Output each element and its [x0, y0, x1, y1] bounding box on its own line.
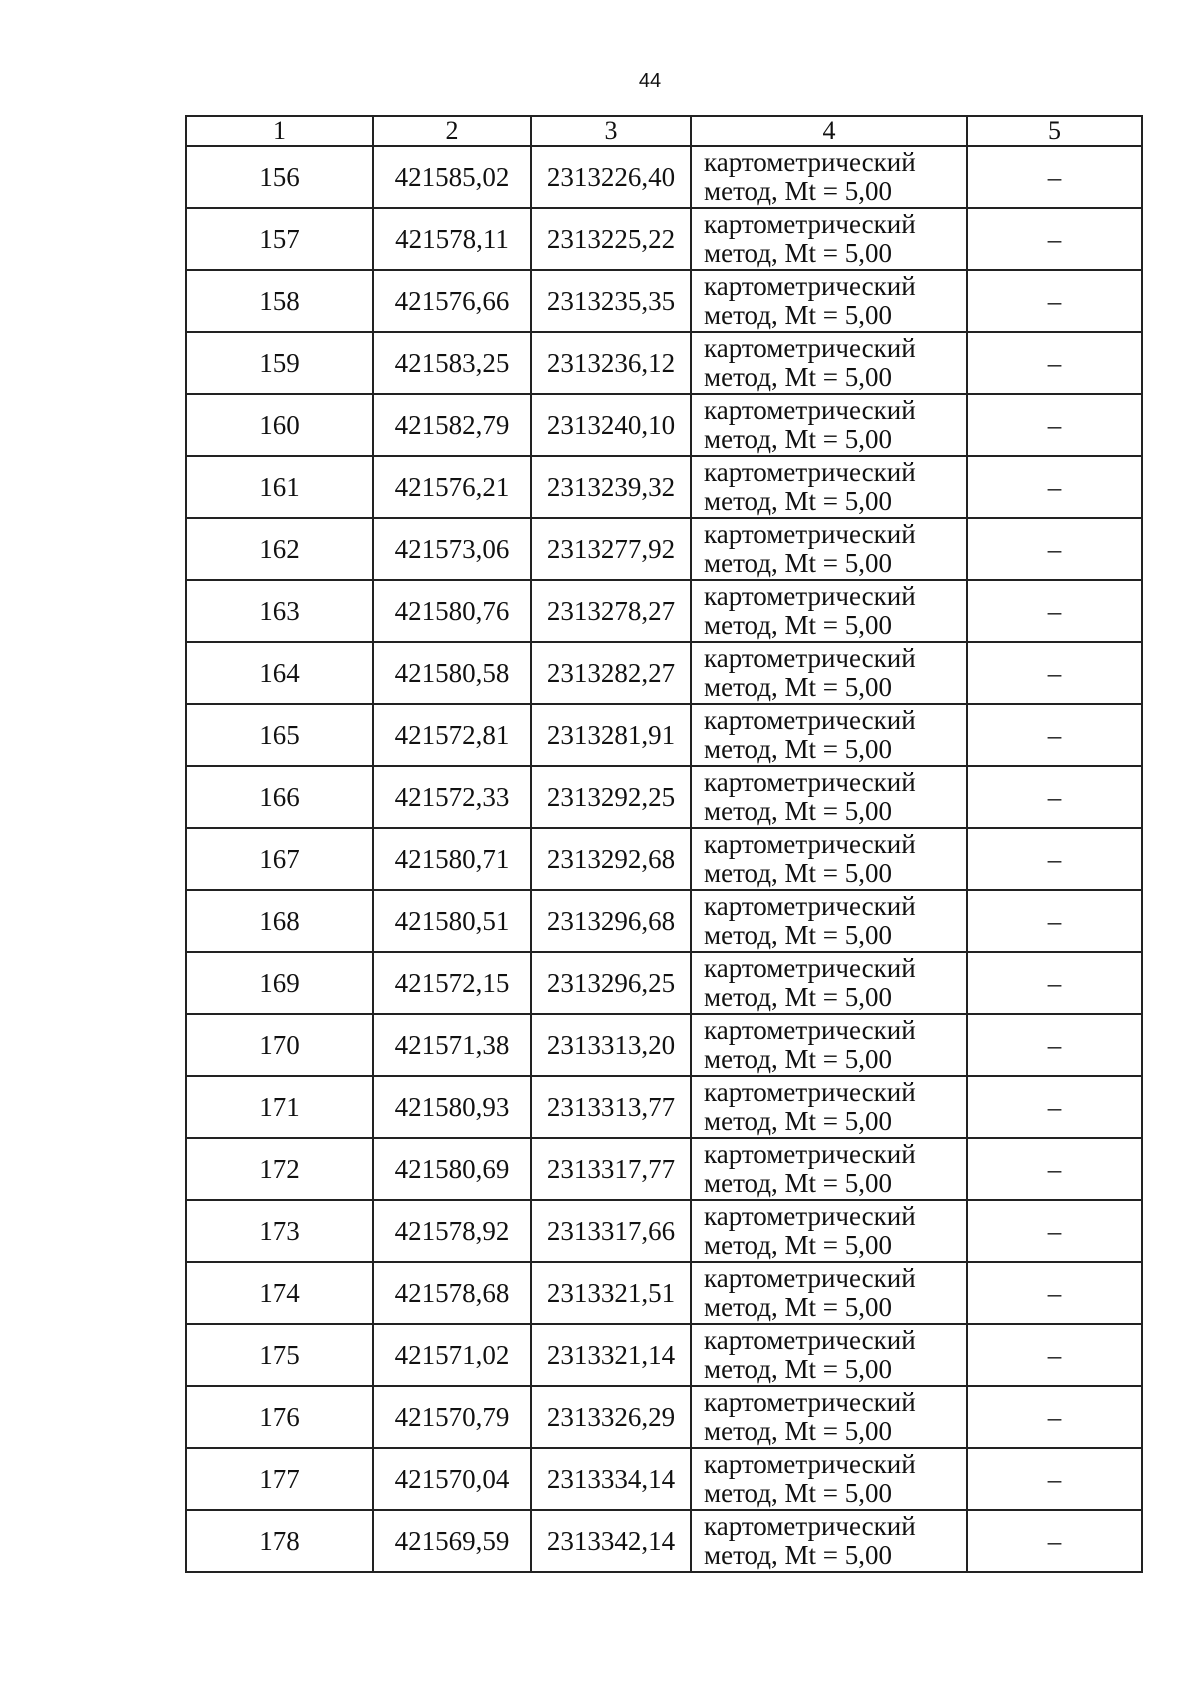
- y-coordinate-cell: 2313326,29: [531, 1386, 691, 1448]
- x-coordinate-cell: 421580,93: [373, 1076, 531, 1138]
- y-coordinate-cell: 2313277,92: [531, 518, 691, 580]
- point-number-cell: 168: [186, 890, 373, 952]
- point-number-cell: 177: [186, 1448, 373, 1510]
- method-cell: [691, 1076, 967, 1138]
- x-coordinate-cell: 421572,81: [373, 704, 531, 766]
- method-text: картометрический: [704, 581, 916, 611]
- method-text: метод, Mt = 5,00: [704, 362, 892, 392]
- method-cell: [691, 1200, 967, 1262]
- col5-cell: –: [967, 1200, 1142, 1262]
- y-coordinate-cell: 2313236,12: [531, 332, 691, 394]
- header-col-1: 1: [186, 116, 373, 146]
- method-text: картометрический: [704, 953, 916, 983]
- point-number-cell: 169: [186, 952, 373, 1014]
- y-coordinate-cell: 2313317,77: [531, 1138, 691, 1200]
- table-row: [186, 518, 1142, 580]
- y-coordinate-cell: 2313278,27: [531, 580, 691, 642]
- point-number-cell: 175: [186, 1324, 373, 1386]
- y-coordinate-cell: 2313226,40: [531, 146, 691, 208]
- method-cell: [691, 704, 967, 766]
- method-text: метод, Mt = 5,00: [704, 1540, 892, 1570]
- col5-cell: –: [967, 1510, 1142, 1572]
- x-coordinate-cell: 421578,68: [373, 1262, 531, 1324]
- y-coordinate-cell: 2313281,91: [531, 704, 691, 766]
- x-coordinate-cell: 421570,79: [373, 1386, 531, 1448]
- x-coordinate-cell: 421580,51: [373, 890, 531, 952]
- point-number-cell: 173: [186, 1200, 373, 1262]
- point-number-cell: 164: [186, 642, 373, 704]
- header-col-2: 2: [373, 116, 531, 146]
- y-coordinate-cell: 2313313,20: [531, 1014, 691, 1076]
- y-coordinate-cell: 2313296,25: [531, 952, 691, 1014]
- method-cell: [691, 580, 967, 642]
- method-cell: [691, 1324, 967, 1386]
- method-text: метод, Mt = 5,00: [704, 1478, 892, 1508]
- method-text: картометрический: [704, 1325, 916, 1355]
- point-number-cell: 163: [186, 580, 373, 642]
- method-text: метод, Mt = 5,00: [704, 920, 892, 950]
- table-row: [186, 580, 1142, 642]
- col5-cell: –: [967, 1262, 1142, 1324]
- header-col-3: 3: [531, 116, 691, 146]
- method-cell: [691, 394, 967, 456]
- x-coordinate-cell: 421578,92: [373, 1200, 531, 1262]
- method-cell: [691, 208, 967, 270]
- table-row: [186, 1448, 1142, 1510]
- point-number-cell: 174: [186, 1262, 373, 1324]
- method-cell: [691, 1386, 967, 1448]
- table-row: [186, 952, 1142, 1014]
- y-coordinate-cell: 2313240,10: [531, 394, 691, 456]
- method-text: метод, Mt = 5,00: [704, 1044, 892, 1074]
- y-coordinate-cell: 2313225,22: [531, 208, 691, 270]
- method-cell: [691, 952, 967, 1014]
- method-cell: [691, 1510, 967, 1572]
- col5-cell: –: [967, 1076, 1142, 1138]
- y-coordinate-cell: 2313321,51: [531, 1262, 691, 1324]
- table-row: [186, 146, 1142, 208]
- y-coordinate-cell: 2313313,77: [531, 1076, 691, 1138]
- table-row: [186, 1262, 1142, 1324]
- x-coordinate-cell: 421580,71: [373, 828, 531, 890]
- table-row: [186, 1386, 1142, 1448]
- method-cell: [691, 828, 967, 890]
- y-coordinate-cell: 2313235,35: [531, 270, 691, 332]
- y-coordinate-cell: 2313342,14: [531, 1510, 691, 1572]
- method-text: метод, Mt = 5,00: [704, 1354, 892, 1384]
- col5-cell: –: [967, 1386, 1142, 1448]
- col5-cell: –: [967, 766, 1142, 828]
- col5-cell: –: [967, 332, 1142, 394]
- method-text: метод, Mt = 5,00: [704, 982, 892, 1012]
- point-number-cell: 157: [186, 208, 373, 270]
- method-text: метод, Mt = 5,00: [704, 486, 892, 516]
- method-cell: [691, 270, 967, 332]
- col5-cell: –: [967, 394, 1142, 456]
- x-coordinate-cell: 421572,15: [373, 952, 531, 1014]
- point-number-cell: 176: [186, 1386, 373, 1448]
- point-number-cell: 161: [186, 456, 373, 518]
- method-text: метод, Mt = 5,00: [704, 1416, 892, 1446]
- col5-cell: –: [967, 952, 1142, 1014]
- col5-cell: –: [967, 890, 1142, 952]
- table-row: [186, 642, 1142, 704]
- y-coordinate-cell: 2313239,32: [531, 456, 691, 518]
- method-text: метод, Mt = 5,00: [704, 672, 892, 702]
- col5-cell: –: [967, 208, 1142, 270]
- x-coordinate-cell: 421571,02: [373, 1324, 531, 1386]
- method-text: картометрический: [704, 147, 916, 177]
- method-text: картометрический: [704, 209, 916, 239]
- table-row: [186, 766, 1142, 828]
- col5-cell: –: [967, 1014, 1142, 1076]
- table-row: [186, 270, 1142, 332]
- method-text: картометрический: [704, 767, 916, 797]
- y-coordinate-cell: 2313317,66: [531, 1200, 691, 1262]
- point-number-cell: 159: [186, 332, 373, 394]
- point-number-cell: 165: [186, 704, 373, 766]
- x-coordinate-cell: 421585,02: [373, 146, 531, 208]
- table-row: [186, 1014, 1142, 1076]
- method-cell: [691, 332, 967, 394]
- col5-cell: –: [967, 1448, 1142, 1510]
- x-coordinate-cell: 421569,59: [373, 1510, 531, 1572]
- x-coordinate-cell: 421580,69: [373, 1138, 531, 1200]
- y-coordinate-cell: 2313296,68: [531, 890, 691, 952]
- method-cell: [691, 1138, 967, 1200]
- method-text: метод, Mt = 5,00: [704, 1106, 892, 1136]
- point-number-cell: 172: [186, 1138, 373, 1200]
- point-number-cell: 171: [186, 1076, 373, 1138]
- method-text: метод, Mt = 5,00: [704, 1292, 892, 1322]
- method-text: картометрический: [704, 829, 916, 859]
- point-number-cell: 160: [186, 394, 373, 456]
- method-text: картометрический: [704, 395, 916, 425]
- method-cell: [691, 890, 967, 952]
- y-coordinate-cell: 2313321,14: [531, 1324, 691, 1386]
- point-number-cell: 162: [186, 518, 373, 580]
- method-text: метод, Mt = 5,00: [704, 796, 892, 826]
- table-row: [186, 890, 1142, 952]
- col5-cell: –: [967, 270, 1142, 332]
- x-coordinate-cell: 421578,11: [373, 208, 531, 270]
- table-row: [186, 1200, 1142, 1262]
- page-number: 44: [638, 70, 662, 92]
- method-text: картометрический: [704, 643, 916, 673]
- point-number-cell: 170: [186, 1014, 373, 1076]
- method-text: метод, Mt = 5,00: [704, 1230, 892, 1260]
- method-cell: [691, 146, 967, 208]
- point-number-cell: 156: [186, 146, 373, 208]
- method-text: метод, Mt = 5,00: [704, 176, 892, 206]
- method-text: картометрический: [704, 1201, 916, 1231]
- x-coordinate-cell: 421570,04: [373, 1448, 531, 1510]
- method-text: картометрический: [704, 891, 916, 921]
- method-text: картометрический: [704, 519, 916, 549]
- method-text: метод, Mt = 5,00: [704, 424, 892, 454]
- method-cell: [691, 1262, 967, 1324]
- col5-cell: –: [967, 704, 1142, 766]
- method-text: метод, Mt = 5,00: [704, 238, 892, 268]
- col5-cell: –: [967, 828, 1142, 890]
- method-text: картометрический: [704, 271, 916, 301]
- method-cell: [691, 456, 967, 518]
- method-text: картометрический: [704, 1387, 916, 1417]
- method-text: картометрический: [704, 1077, 916, 1107]
- y-coordinate-cell: 2313292,68: [531, 828, 691, 890]
- x-coordinate-cell: 421580,76: [373, 580, 531, 642]
- method-cell: [691, 1448, 967, 1510]
- col5-cell: –: [967, 580, 1142, 642]
- table-row: [186, 1138, 1142, 1200]
- table-row: [186, 456, 1142, 518]
- method-text: метод, Mt = 5,00: [704, 858, 892, 888]
- col5-cell: –: [967, 642, 1142, 704]
- y-coordinate-cell: 2313334,14: [531, 1448, 691, 1510]
- y-coordinate-cell: 2313282,27: [531, 642, 691, 704]
- table-row: [186, 208, 1142, 270]
- method-text: картометрический: [704, 457, 916, 487]
- table-row: [186, 1076, 1142, 1138]
- y-coordinate-cell: 2313292,25: [531, 766, 691, 828]
- coordinates-table: [185, 115, 1143, 1573]
- method-text: метод, Mt = 5,00: [704, 548, 892, 578]
- col5-cell: –: [967, 146, 1142, 208]
- table-row: [186, 1324, 1142, 1386]
- table-row: [186, 704, 1142, 766]
- method-text: картометрический: [704, 333, 916, 363]
- header-col-5: 5: [967, 116, 1142, 146]
- x-coordinate-cell: 421572,33: [373, 766, 531, 828]
- table-row: [186, 332, 1142, 394]
- method-text: метод, Mt = 5,00: [704, 300, 892, 330]
- x-coordinate-cell: 421576,21: [373, 456, 531, 518]
- header-row: [186, 116, 1142, 146]
- point-number-cell: 158: [186, 270, 373, 332]
- method-text: метод, Mt = 5,00: [704, 734, 892, 764]
- method-cell: [691, 642, 967, 704]
- method-text: картометрический: [704, 1511, 916, 1541]
- table-row: [186, 828, 1142, 890]
- x-coordinate-cell: 421582,79: [373, 394, 531, 456]
- method-text: картометрический: [704, 705, 916, 735]
- method-text: картометрический: [704, 1015, 916, 1045]
- point-number-cell: 167: [186, 828, 373, 890]
- col5-cell: –: [967, 1138, 1142, 1200]
- point-number-cell: 166: [186, 766, 373, 828]
- x-coordinate-cell: 421576,66: [373, 270, 531, 332]
- x-coordinate-cell: 421580,58: [373, 642, 531, 704]
- x-coordinate-cell: 421583,25: [373, 332, 531, 394]
- x-coordinate-cell: 421571,38: [373, 1014, 531, 1076]
- header-col-4: 4: [691, 116, 967, 146]
- method-text: метод, Mt = 5,00: [704, 1168, 892, 1198]
- method-cell: [691, 766, 967, 828]
- col5-cell: –: [967, 456, 1142, 518]
- method-text: картометрический: [704, 1263, 916, 1293]
- method-text: картометрический: [704, 1139, 916, 1169]
- table-row: [186, 394, 1142, 456]
- col5-cell: –: [967, 518, 1142, 580]
- method-text: метод, Mt = 5,00: [704, 610, 892, 640]
- method-cell: [691, 1014, 967, 1076]
- x-coordinate-cell: 421573,06: [373, 518, 531, 580]
- method-cell: [691, 518, 967, 580]
- col5-cell: –: [967, 1324, 1142, 1386]
- table-body: [186, 146, 1142, 1572]
- method-text: картометрический: [704, 1449, 916, 1479]
- point-number-cell: 178: [186, 1510, 373, 1572]
- table-row: [186, 1510, 1142, 1572]
